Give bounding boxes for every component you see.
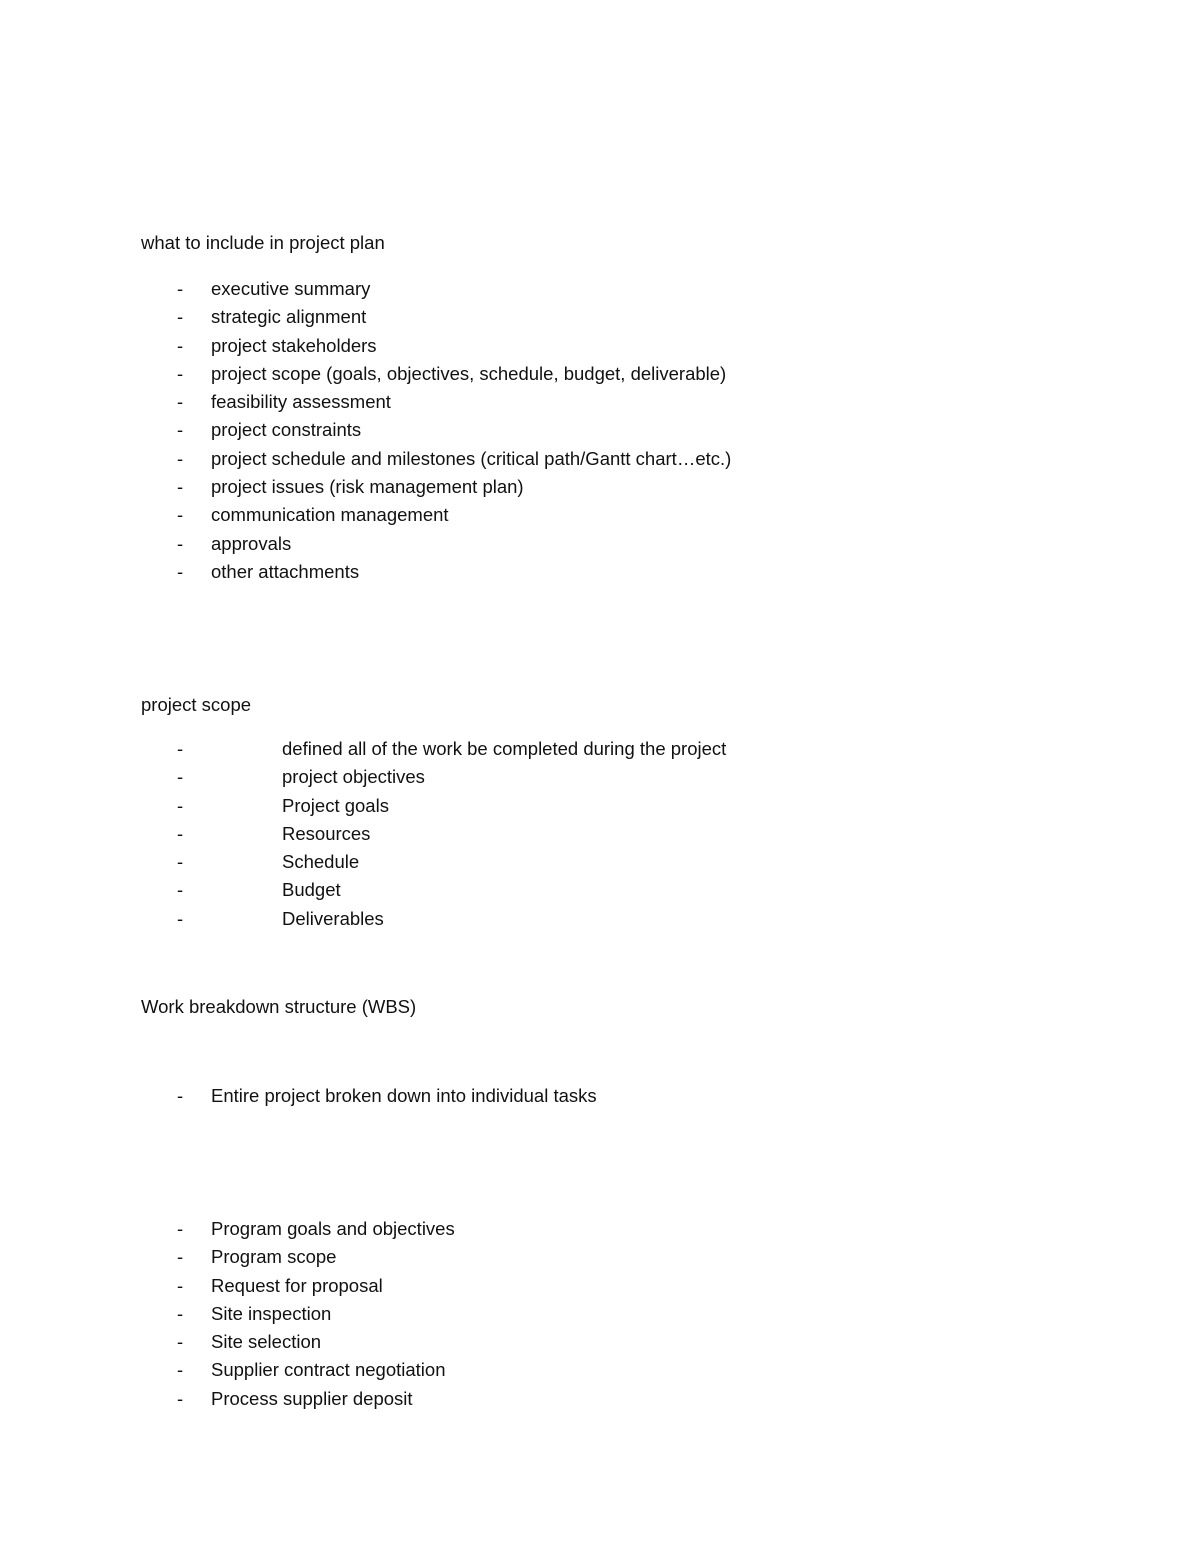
- list-item-text: Site selection: [211, 1331, 322, 1353]
- list-item-text: Program goals and objectives: [211, 1218, 455, 1239]
- bullet-dash: -: [177, 532, 184, 554]
- bullet-dash: -: [177, 879, 184, 901]
- bullet-dash: -: [177, 560, 184, 582]
- list-item-text: project issues (risk management plan): [211, 476, 524, 498]
- bullet-dash: -: [177, 1218, 184, 1239]
- list-item-text: Program scope: [211, 1246, 337, 1268]
- list-item-text: project objectives: [282, 766, 425, 788]
- bullet-dash: -: [177, 766, 184, 788]
- list-item-text: project constraints: [211, 419, 362, 441]
- bullet-dash: -: [177, 822, 184, 844]
- bullet-dash: -: [177, 504, 184, 526]
- list-item-text: other attachments: [211, 560, 360, 582]
- list-item-text: Project goals: [282, 794, 389, 816]
- list-item-text: Budget: [282, 879, 341, 901]
- list-item-text: project stakeholders: [211, 334, 377, 356]
- list-item-text: approvals: [211, 532, 292, 554]
- list-item-text: project schedule and milestones (critical path/Gantt chart…etc.): [211, 447, 732, 469]
- list-item-text: Request for proposal: [211, 1274, 383, 1296]
- list-item-text: communication management: [211, 504, 449, 526]
- bullet-dash: -: [177, 738, 184, 759]
- bullet-dash: -: [177, 1331, 184, 1353]
- bullet-dash: -: [177, 447, 184, 469]
- list-item-text: feasibility assessment: [211, 391, 391, 413]
- bullet-dash: -: [177, 391, 184, 413]
- list-item-text: Site inspection: [211, 1302, 332, 1324]
- bullet-dash: -: [177, 1085, 184, 1106]
- section-heading-project-scope: project scope: [141, 694, 252, 715]
- section-heading-wbs: Work breakdown structure (WBS): [141, 996, 417, 1017]
- list-item-text: Entire project broken down into individual tasks: [211, 1085, 597, 1106]
- bullet-dash: -: [177, 907, 184, 929]
- bullet-dash: -: [177, 334, 184, 356]
- bullet-dash: -: [177, 1302, 184, 1324]
- bullet-dash: -: [177, 851, 184, 873]
- list-item-text: defined all of the work be completed during the project: [282, 738, 727, 759]
- bullet-dash: -: [177, 476, 184, 498]
- bullet-dash: -: [177, 1387, 184, 1409]
- bullet-dash: -: [177, 362, 184, 384]
- list-item-text: Deliverables: [282, 907, 384, 929]
- bullet-dash: -: [177, 1274, 184, 1296]
- bullet-dash: -: [177, 306, 184, 328]
- list-item-text: Resources: [282, 822, 371, 844]
- section-heading-project-plan: what to include in project plan: [141, 232, 385, 253]
- list-item-text: Supplier contract negotiation: [211, 1359, 446, 1381]
- bullet-dash: -: [177, 419, 184, 441]
- bullet-dash: -: [177, 1359, 184, 1381]
- list-item-text: strategic alignment: [211, 306, 367, 328]
- bullet-dash: -: [177, 278, 184, 299]
- list-item-text: project scope (goals, objectives, schedule, budget, deliverable): [211, 362, 727, 384]
- bullet-dash: -: [177, 794, 184, 816]
- bullet-dash: -: [177, 1246, 184, 1268]
- list-item-text: executive summary: [211, 278, 371, 299]
- list-item-text: Process supplier deposit: [211, 1387, 413, 1409]
- list-item-text: Schedule: [282, 851, 360, 873]
